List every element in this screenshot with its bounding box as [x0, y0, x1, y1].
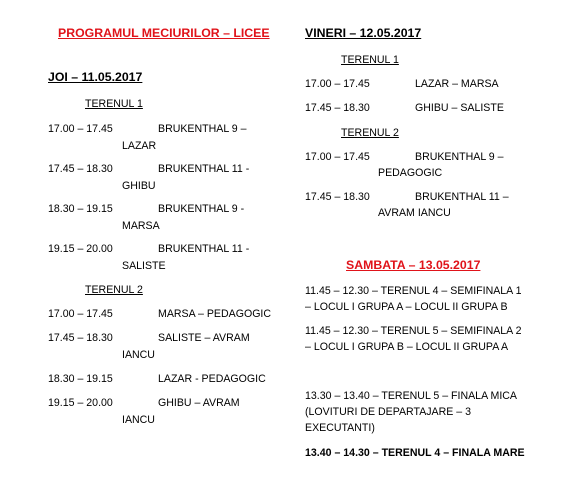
semifinal-line-cont: – LOCUL I GRUPA B – LOCUL II GRUPA A: [305, 341, 509, 353]
semifinal-line: 11.45 – 12.30 – TERENUL 5 – SEMIFINALA 2: [305, 325, 522, 337]
finala-mica-line: 13.30 – 13.40 – TERENUL 5 – FINALA MICA: [305, 390, 517, 402]
match-teams-cont: LAZAR: [122, 140, 157, 152]
left-terenul-1-label: TERENUL 1: [85, 98, 143, 110]
match-teams-cont: PEDAGOGIC: [378, 167, 443, 179]
match-teams: BRUKENTHAL 9 -: [158, 203, 245, 215]
finala-mare-line: 13.40 – 14.30 – TERENUL 4 – FINALA MARE: [305, 447, 525, 459]
match-teams: BRUKENTHAL 11 –: [415, 191, 509, 203]
match-teams-cont: IANCU: [122, 349, 155, 361]
left-terenul-2-label: TERENUL 2: [85, 284, 143, 296]
right-terenul-2-label: TERENUL 2: [341, 127, 399, 139]
match-time: 17.00 – 17.45: [305, 78, 370, 90]
match-time: 17.00 – 17.45: [48, 308, 113, 320]
day-heading-vineri: VINERI – 12.05.2017: [305, 26, 422, 40]
semifinal-line-cont: – LOCUL I GRUPA A – LOCUL II GRUPA B: [305, 301, 508, 313]
finala-mica-line-cont: (LOVITURI DE DEPARTAJARE – 3: [305, 406, 472, 418]
day-heading-joi: JOI – 11.05.2017: [48, 70, 143, 84]
finala-mica-line-cont: EXECUTANTI): [305, 422, 375, 434]
match-time: 17.45 – 18.30: [305, 191, 370, 203]
match-time: 17.00 – 17.45: [48, 123, 113, 135]
match-time: 19.15 – 20.00: [48, 243, 113, 255]
match-time: 18.30 – 19.15: [48, 203, 113, 215]
match-teams: GHIBU – SALISTE: [415, 102, 504, 114]
match-teams-cont: GHIBU: [122, 180, 156, 192]
match-time: 17.45 – 18.30: [48, 163, 113, 175]
match-teams-cont: MARSA: [122, 220, 160, 232]
match-time: 17.45 – 18.30: [305, 102, 370, 114]
match-teams: BRUKENTHAL 9 –: [415, 151, 504, 163]
match-teams-cont: AVRAM IANCU: [378, 207, 451, 219]
match-teams: BRUKENTHAL 11 -: [158, 163, 250, 175]
match-time: 17.45 – 18.30: [48, 332, 113, 344]
match-teams: BRUKENTHAL 11 -: [158, 243, 250, 255]
match-teams: SALISTE – AVRAM: [158, 332, 250, 344]
match-teams-cont: IANCU: [122, 414, 155, 426]
match-teams: BRUKENTHAL 9 –: [158, 123, 247, 135]
saturday-heading: SAMBATA – 13.05.2017: [346, 258, 481, 272]
match-time: 19.15 – 20.00: [48, 397, 113, 409]
match-teams: GHIBU – AVRAM: [158, 397, 240, 409]
right-terenul-1-label: TERENUL 1: [341, 54, 399, 66]
match-time: 17.00 – 17.45: [305, 151, 370, 163]
match-teams: LAZAR - PEDAGOGIC: [158, 373, 266, 385]
match-teams-cont: SALISTE: [122, 260, 166, 272]
match-time: 18.30 – 19.15: [48, 373, 113, 385]
page-title: PROGRAMUL MECIURILOR – LICEE: [58, 26, 270, 40]
match-teams: LAZAR – MARSA: [415, 78, 499, 90]
match-teams: MARSA – PEDAGOGIC: [158, 308, 272, 320]
semifinal-line: 11.45 – 12.30 – TERENUL 4 – SEMIFINALA 1: [305, 285, 522, 297]
